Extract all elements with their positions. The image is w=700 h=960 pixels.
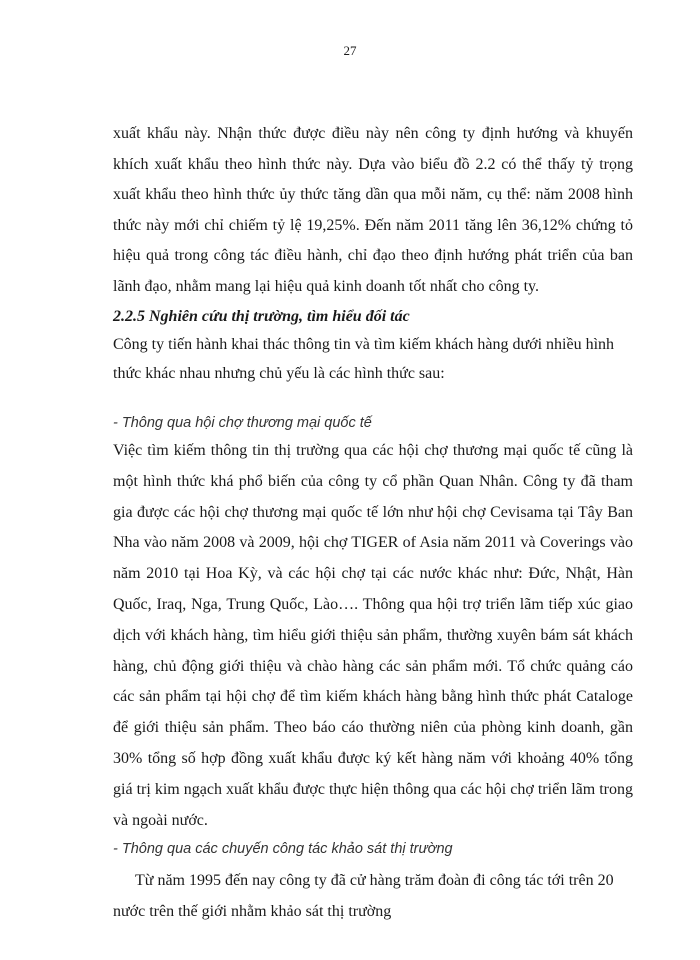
section-intro-paragraph: Công ty tiến hành khai thác thông tin và tìm kiếm khách hàng dưới nhiều hình thức khác nhau nhưng chủ yếu là các hình thức sau:: [113, 336, 615, 382]
document-body: [113, 119, 633, 927]
section-heading: 2.2.5 Nghiên cứu thị trường, tìm hiểu đối tác: [113, 308, 410, 325]
subheading-business-trips: - Thông qua các chuyến công tác khảo sát thị trường: [113, 841, 453, 858]
trade-fair-paragraph: Việc tìm kiếm thông tin thị trường qua các hội chợ thương mại quốc tế cũng là một hình thức khá phổ biến của công ty cổ phần Quan Nhân. Công ty đã tham gia được các hội chợ thương mại quốc tế lớn như hội chợ Cevisama tại Tây Ban Nha vào năm 2008 và 2009, hội chợ TIGER of Asia năm 2011 và Coverings vào năm 2010 tại Hoa Kỳ, và các hội chợ tại các nước khác như: Đức, Nhật, Hàn Quốc, Iraq, Nga, Trung Quốc, Lào…. Thông qua hội trợ triển lãm tiếp xúc giao dịch với khách hàng, tìm hiểu giới thiệu sản phẩm, thường xuyên bám sát khách hàng, chủ động giới thiệu và chào hàng các sản phẩm mới. Tổ chức quảng cáo các sản phẩm tại hội chợ để tìm kiếm khách hàng bằng hình thức phát Cataloge để giới thiệu sản phẩm. Theo báo cáo thường niên của phòng kinh doanh, gần 30% tổng số hợp đồng xuất khẩu được ký kết hàng năm với khoảng 40% tổng giá trị kim ngạch xuất khẩu được thực hiện thông qua các hội chợ triển lãm trong và ngoài nước.: [113, 442, 633, 829]
survey-paragraph: Từ năm 1995 đến nay công ty đã cử hàng trăm đoàn đi công tác tới trên 20 nước trên thế giới nhằm khảo sát thị trường: [113, 872, 614, 920]
page-number: 27: [343, 43, 357, 58]
intro-paragraph: xuất khẩu này. Nhận thức được điều này nên công ty định hướng và khuyến khích xuất khẩu theo hình thức này. Dựa vào biểu đồ 2.2 có thể thấy tỷ trọng xuất khẩu theo hình thức ủy thức tăng dần qua mỗi năm, cụ thể: năm 2008 hình thức này mới chỉ chiếm tỷ lệ 19,25%. Đến năm 2011 tăng lên 36,12% chứng tỏ hiệu quả trong công tác điều hành, chỉ đạo theo định hướng phát triển của ban lãnh đạo, nhằm mang lại hiệu quả kinh doanh tốt nhất cho công ty.: [113, 125, 633, 295]
subheading-trade-fairs: - Thông qua hội chợ thương mại quốc tế: [113, 415, 372, 431]
